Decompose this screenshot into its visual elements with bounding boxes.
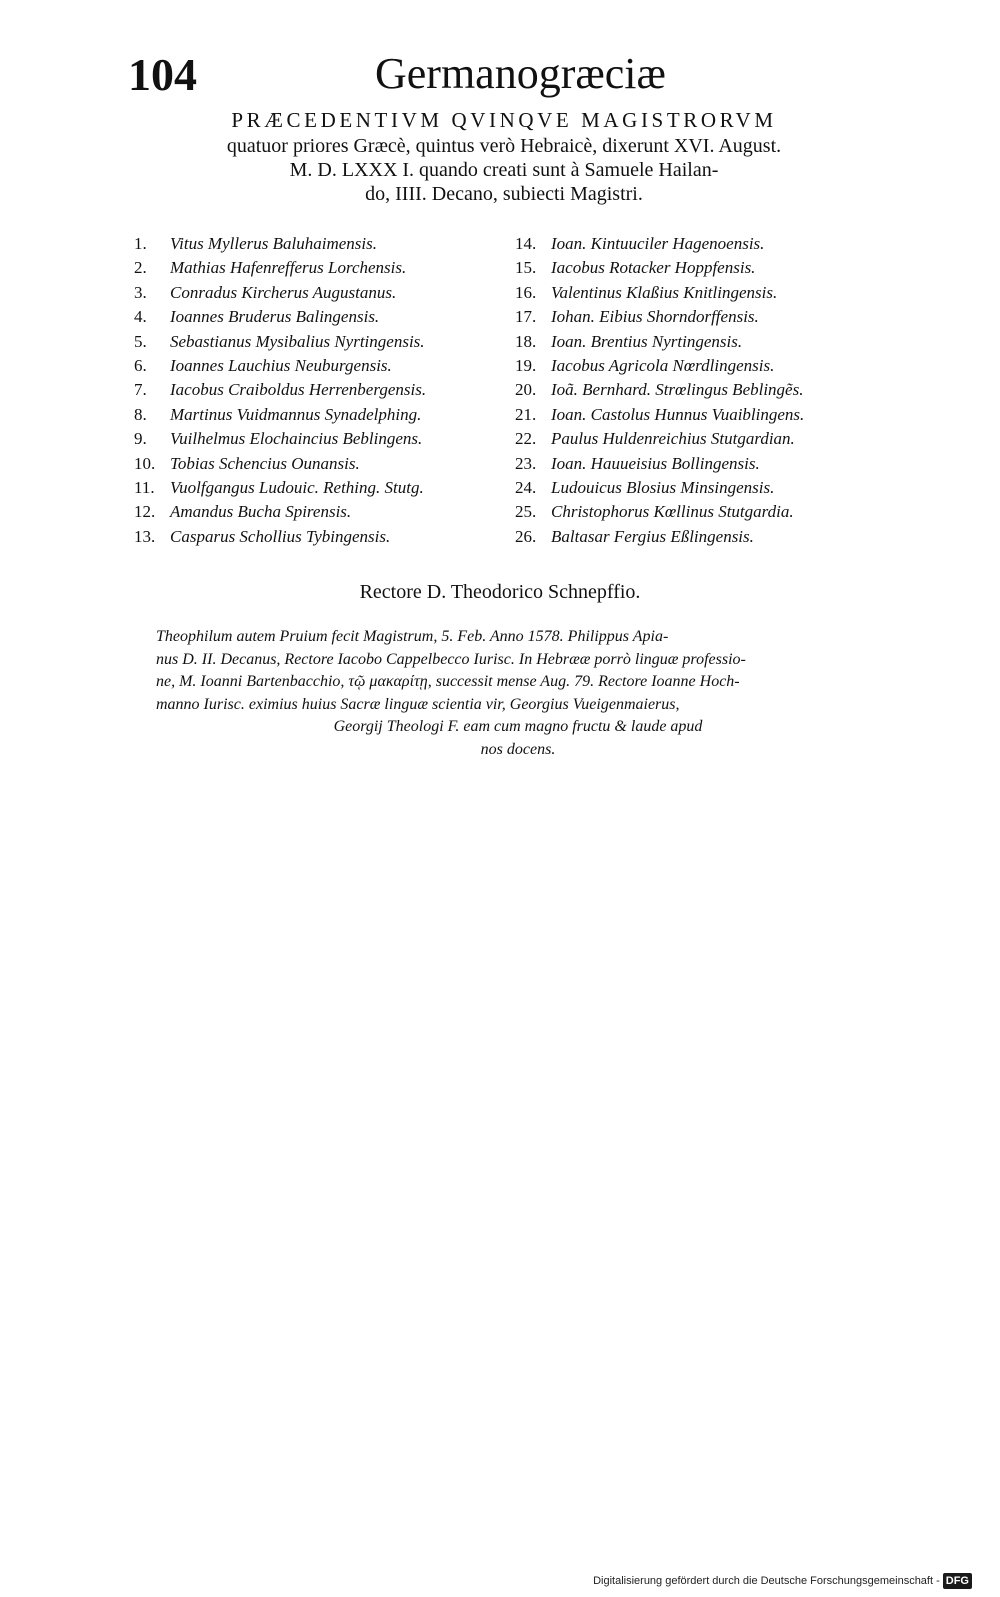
list-item	[515, 525, 885, 549]
paragraph-line-4: manno Iurisc. eximius huius Sacræ linguæ scientia vir, Georgius Vueigenmaierus,	[156, 695, 680, 713]
entry-name: Ioan. Castolus Hunnus Vuaiblingens.	[551, 404, 805, 424]
list-item	[134, 330, 504, 354]
closing-paragraph	[156, 626, 880, 761]
entry-number: 16.	[515, 282, 537, 302]
list-item	[515, 500, 885, 524]
entry-name: Vuilhelmus Elochaincius Beblingens.	[170, 429, 423, 449]
entry-name: Baltasar Fergius Eßlingensis.	[551, 526, 754, 546]
list-item	[515, 403, 885, 427]
entry-name: Ioan. Brentius Nyrtingensis.	[551, 331, 743, 351]
entry-name: Vitus Myllerus Baluhaimensis.	[170, 234, 377, 253]
entry-number: 20.	[515, 380, 537, 400]
entry-name: Christophorus Kœllinus Stutgardia.	[551, 502, 794, 522]
list-item	[134, 500, 504, 524]
page-number: 104	[128, 49, 197, 100]
entry-name: Ioã. Bernhard. Strœlingus Beblingẽs.	[551, 380, 804, 400]
paragraph-line-6: nos docens.	[480, 740, 556, 758]
entry-number: 5.	[134, 331, 147, 351]
list-item	[134, 232, 504, 256]
digitization-footer	[593, 1573, 972, 1589]
entry-name: Valentinus Klaßius Knitlingensis.	[551, 282, 778, 302]
entry-name: Ioan. Hauueisius Bollingensis.	[551, 453, 760, 473]
entry-name: Vuolfgangus Ludouic. Rething. Stutg.	[170, 477, 424, 497]
list-item	[515, 452, 885, 476]
list-item	[134, 378, 504, 402]
list-item	[515, 305, 885, 329]
entry-name: Ludouicus Blosius Minsingensis.	[551, 477, 775, 497]
entry-name: Amandus Bucha Spirensis.	[170, 502, 352, 522]
entry-number: 26.	[515, 526, 537, 546]
list-item	[134, 403, 504, 427]
entry-name: Ioannes Lauchius Neuburgensis.	[170, 355, 392, 375]
list-item	[134, 305, 504, 329]
entry-number: 24.	[515, 477, 537, 497]
entry-number: 19.	[515, 355, 537, 375]
paragraph-line-5: Georgij Theologi F. eam cum magno fructu & laude apud	[333, 718, 703, 735]
list-item	[515, 427, 885, 451]
entry-number: 9.	[134, 429, 147, 449]
entry-number: 11.	[134, 477, 155, 497]
entry-number: 12.	[134, 502, 156, 522]
list-item	[134, 427, 504, 451]
entry-number: 3.	[134, 282, 147, 302]
list-item	[515, 378, 885, 402]
heading-line-2: M. D. LXXX I. quando creati sunt à Samuele Hailan-	[289, 159, 719, 181]
entry-number: 4.	[134, 307, 147, 327]
entry-number: 7.	[134, 380, 147, 400]
running-head: Germanogræciæ	[375, 49, 666, 98]
entry-number: 21.	[515, 404, 537, 424]
entry-name: Iacobus Agricola Nœrdlingensis.	[551, 355, 775, 375]
dfg-logo: DFG	[943, 1573, 972, 1589]
list-item	[515, 476, 885, 500]
entry-number: 23.	[515, 453, 537, 473]
entry-name: Ioannes Bruderus Balingensis.	[170, 307, 380, 327]
entry-name: Tobias Schencius Ounansis.	[170, 453, 360, 473]
list-item	[134, 354, 504, 378]
entry-name: Sebastianus Mysibalius Nyrtingensis.	[170, 331, 425, 351]
entry-number: 25.	[515, 502, 537, 522]
heading-line-3: do, IIII. Decano, subiecti Magistri.	[365, 183, 643, 205]
entry-number: 17.	[515, 307, 537, 327]
entry-name: Iacobus Craiboldus Herrenbergensis.	[170, 380, 427, 400]
list-item	[134, 281, 504, 305]
entry-name: Martinus Vuidmannus Synadelphing.	[170, 404, 422, 424]
entry-number: 6.	[134, 355, 147, 375]
entry-number: 18.	[515, 331, 537, 351]
list-item	[134, 476, 504, 500]
heading-caps-line: PRÆCEDENTIVM QVINQVE MAGISTRORVM	[231, 108, 777, 132]
list-item	[134, 525, 504, 549]
entry-name: Conradus Kircherus Augustanus.	[170, 282, 397, 302]
entry-number: 13.	[134, 526, 156, 546]
entry-number: 15.	[515, 258, 537, 278]
entry-number: 14.	[515, 234, 537, 253]
entry-number: 2.	[134, 258, 147, 278]
entry-name: Iohan. Eibius Shorndorffensis.	[551, 307, 759, 327]
entry-name: Mathias Hafenrefferus Lorchensis.	[170, 258, 407, 278]
footer-text: Digitalisierung gefördert durch die Deutsche Forschungsgemeinschaft -	[593, 1575, 940, 1587]
list-item	[134, 452, 504, 476]
paragraph-line-3: ne, M. Ioanni Bartenbacchio, τῷ μακαρίτῃ, successit mense Aug. 79. Rectore Ioanne Hoch-	[156, 673, 740, 690]
heading-line-1: quatuor priores Græcè, quintus verò Hebraicè, dixerunt XVI. August.	[226, 135, 782, 157]
entry-name: Casparus Schollius Tybingensis.	[170, 526, 391, 546]
entry-number: 8.	[134, 404, 147, 424]
paragraph-line-1: Theophilum autem Pruium fecit Magistrum, 5. Feb. Anno 1578. Philippus Apia-	[156, 628, 669, 645]
entry-name: Iacobus Rotacker Hoppfensis.	[551, 258, 756, 278]
list-item	[134, 256, 504, 280]
paragraph-line-2: nus D. II. Decanus, Rectore Iacobo Cappelbecco Iurisc. In Hebrææ porrò linguæ professio-	[156, 650, 746, 668]
list-item	[515, 354, 885, 378]
list-item	[515, 232, 885, 256]
list-item	[515, 330, 885, 354]
entry-name: Ioan. Kintuuciler Hagenoensis.	[551, 234, 765, 253]
rector-line: Rectore D. Theodorico Schnepffio.	[359, 581, 641, 603]
entry-number: 10.	[134, 453, 156, 473]
list-item	[515, 256, 885, 280]
masters-list-right	[515, 232, 885, 549]
section-heading	[128, 106, 880, 206]
masters-list-left	[134, 232, 504, 549]
entry-number: 22.	[515, 429, 537, 449]
list-item	[515, 281, 885, 305]
entry-name: Paulus Huldenreichius Stutgardian.	[551, 429, 795, 449]
entry-number: 1.	[134, 234, 147, 253]
